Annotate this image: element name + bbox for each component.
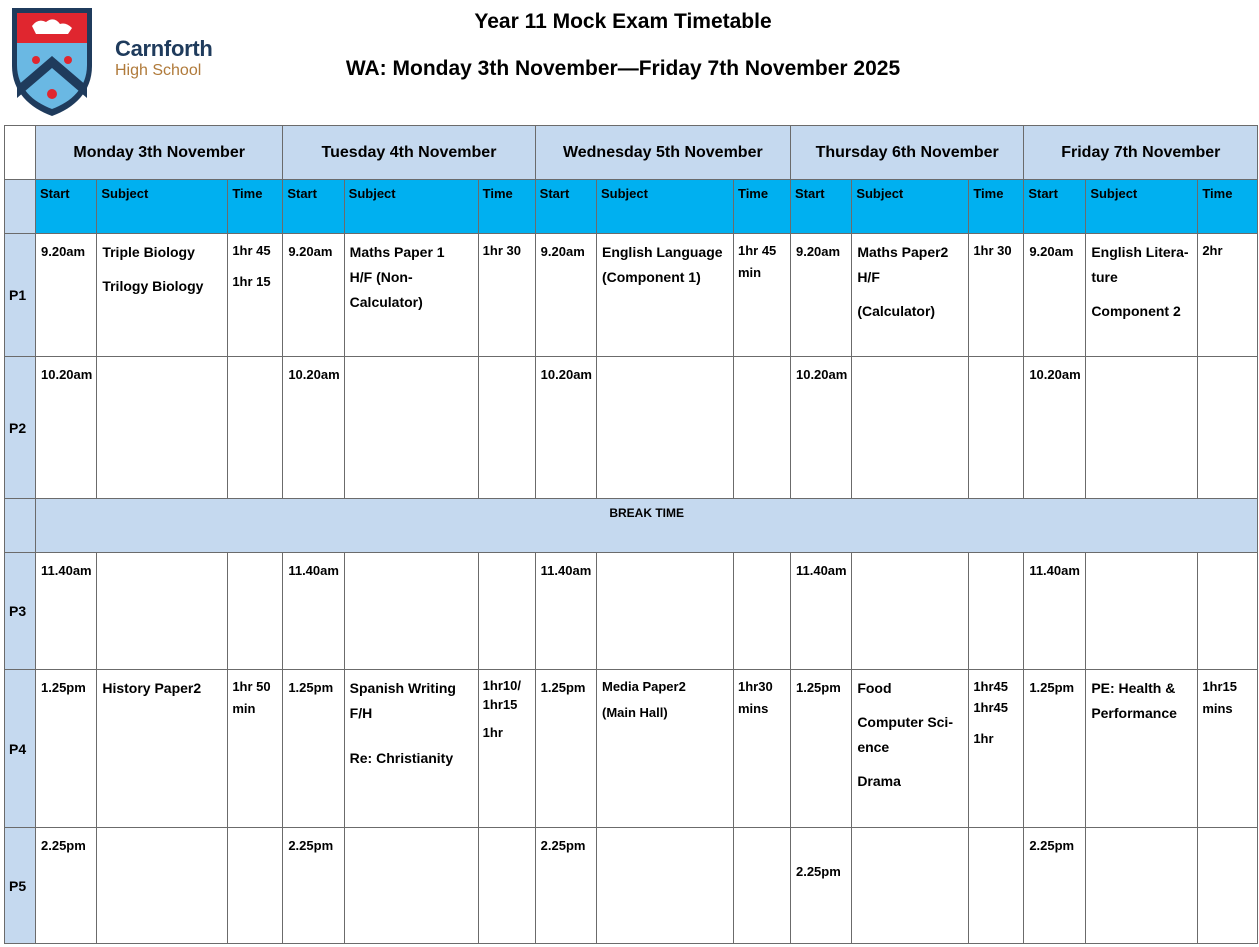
break-time-label: BREAK TIME <box>36 499 1258 553</box>
page-subtitle: WA: Monday 3th November—Friday 7th November 2025 <box>345 57 901 80</box>
duration-cell <box>478 234 535 357</box>
subject-cell <box>344 357 478 499</box>
subject-line: (Main Hall) <box>601 705 668 720</box>
subject-line: Component 2 <box>1091 303 1181 319</box>
col-time: Time <box>1198 180 1258 234</box>
school-crest-logo <box>8 4 96 118</box>
subject-line: Maths Paper2 <box>857 244 949 260</box>
day-header-row <box>5 126 1258 180</box>
col-time: Time <box>228 180 283 234</box>
duration-cell <box>969 553 1024 670</box>
duration-line: 1hr30 <box>737 679 773 694</box>
start-time: 11.40am <box>36 553 97 670</box>
duration-line: 1hr45 <box>973 679 1009 694</box>
subject-cell <box>1086 357 1198 499</box>
duration-cell <box>228 828 283 944</box>
start-time: 11.40am <box>283 553 344 670</box>
start-time: 2.25pm <box>790 828 851 944</box>
day-header-friday: Friday 7th November <box>1024 126 1258 180</box>
duration-line: 1hr 15 <box>232 274 271 289</box>
day-header-monday: Monday 3th November <box>36 126 283 180</box>
subject-cell <box>1086 234 1198 357</box>
start-time: 11.40am <box>790 553 851 670</box>
start-time: 10.20am <box>1024 357 1086 499</box>
day-header-thursday: Thursday 6th November <box>790 126 1023 180</box>
start-time: 1.25pm <box>535 670 596 828</box>
page-title: Year 11 Mock Exam Timetable <box>474 10 772 33</box>
start-time: 2.25pm <box>1024 828 1086 944</box>
subject-line: Computer Sci- <box>857 714 953 730</box>
day-header-tuesday: Tuesday 4th November <box>283 126 535 180</box>
duration-cell <box>478 670 535 828</box>
subject-cell <box>596 828 733 944</box>
start-time: 9.20am <box>790 234 851 357</box>
start-time: 10.20am <box>36 357 97 499</box>
col-start: Start <box>790 180 851 234</box>
duration-cell <box>1198 553 1258 670</box>
subject-cell <box>596 357 733 499</box>
subject-line: Calculator) <box>349 294 423 310</box>
col-subject: Subject <box>596 180 733 234</box>
duration-cell <box>478 553 535 670</box>
subject-cell <box>97 553 228 670</box>
col-subject: Subject <box>344 180 478 234</box>
col-start: Start <box>535 180 596 234</box>
duration-cell <box>228 670 283 828</box>
duration-cell <box>733 234 790 357</box>
start-time: 9.20am <box>1024 234 1086 357</box>
start-time: 1.25pm <box>36 670 97 828</box>
subject-line: English Litera- <box>1091 244 1189 260</box>
start-time: 1.25pm <box>283 670 344 828</box>
duration-cell <box>733 828 790 944</box>
subject-cell <box>852 234 969 357</box>
start-time: 10.20am <box>535 357 596 499</box>
duration-cell <box>1198 234 1258 357</box>
duration-cell <box>733 670 790 828</box>
subject-cell <box>852 553 969 670</box>
duration-line: 1hr15 <box>1202 679 1238 694</box>
duration-cell <box>969 670 1024 828</box>
subject-line: H/F <box>857 269 880 285</box>
duration-cell <box>969 357 1024 499</box>
col-subject: Subject <box>1086 180 1198 234</box>
subject-cell <box>852 357 969 499</box>
start-time: 11.40am <box>535 553 596 670</box>
duration-cell <box>733 553 790 670</box>
period-label: P2 <box>5 357 36 499</box>
duration-line: 1hr <box>973 731 994 746</box>
break-row <box>5 499 1258 553</box>
duration-line: mins <box>737 701 769 716</box>
col-time: Time <box>969 180 1024 234</box>
period-row-p1 <box>5 234 1258 357</box>
subject-line: Performance <box>1091 705 1177 721</box>
duration-line: 1hr 45 <box>232 243 271 258</box>
subject-cell <box>852 670 969 828</box>
period-row-p2 <box>5 357 1258 499</box>
subject-line: Re: Christianity <box>349 750 454 766</box>
subject-line: (Calculator) <box>857 303 936 319</box>
column-header-row <box>5 180 1258 234</box>
duration-cell <box>478 357 535 499</box>
start-time: 9.20am <box>283 234 344 357</box>
period-label: P5 <box>5 828 36 944</box>
subject-line: English Language <box>601 244 723 260</box>
subject-cell <box>97 828 228 944</box>
start-time: 10.20am <box>283 357 344 499</box>
subject-line: F/H <box>349 705 373 721</box>
subject-cell <box>97 670 228 828</box>
subject-line: H/F (Non- <box>349 269 413 285</box>
subject-cell <box>1086 553 1198 670</box>
duration-cell <box>1198 828 1258 944</box>
duration-cell <box>228 357 283 499</box>
subject-line: Drama <box>857 773 901 789</box>
subject-line: (Component 1) <box>601 269 701 285</box>
subject-line: Media Paper2 <box>601 679 686 694</box>
duration-cell <box>1198 357 1258 499</box>
subject-cell <box>596 670 733 828</box>
subject-cell <box>344 553 478 670</box>
day-header-wednesday: Wednesday 5th November <box>535 126 790 180</box>
col-start: Start <box>1024 180 1086 234</box>
subject-cell <box>852 828 969 944</box>
period-label: P3 <box>5 553 36 670</box>
duration-line: 1hr15 <box>482 697 518 712</box>
start-time: 9.20am <box>36 234 97 357</box>
subject-line: Food <box>857 680 892 696</box>
start-time: 9.20am <box>535 234 596 357</box>
start-time: 10.20am <box>790 357 851 499</box>
col-time: Time <box>478 180 535 234</box>
period-row-p3 <box>5 553 1258 670</box>
subject-line: Spanish Writing <box>349 680 456 696</box>
subject-cell <box>596 234 733 357</box>
col-time: Time <box>733 180 790 234</box>
school-name: Carnforth <box>115 36 213 61</box>
subject-line: Triple Biology <box>102 244 195 260</box>
start-time: 1.25pm <box>1024 670 1086 828</box>
subject-cell <box>596 553 733 670</box>
corner-cell <box>5 180 36 234</box>
duration-line: 1hr45 <box>973 700 1009 715</box>
subject-cell <box>1086 670 1198 828</box>
duration-cell <box>969 828 1024 944</box>
duration-line: 1hr 45 <box>737 243 777 258</box>
subject-cell <box>344 828 478 944</box>
start-time: 2.25pm <box>36 828 97 944</box>
period-label: P4 <box>5 670 36 828</box>
period-row-p4 <box>5 670 1258 828</box>
duration-line: mins <box>1202 701 1233 716</box>
col-subject: Subject <box>852 180 969 234</box>
subject-line: ence <box>857 739 890 755</box>
subject-line: Maths Paper 1 <box>349 244 445 260</box>
col-subject: Subject <box>97 180 228 234</box>
school-subtitle: High School <box>115 62 202 79</box>
col-start: Start <box>283 180 344 234</box>
start-time: 1.25pm <box>790 670 851 828</box>
subject-line: Trilogy Biology <box>102 278 204 294</box>
duration-cell <box>228 234 283 357</box>
duration-cell <box>969 234 1024 357</box>
subject-cell <box>1086 828 1198 944</box>
duration-cell <box>1198 670 1258 828</box>
subject-cell <box>344 234 478 357</box>
period-row-p5 <box>5 828 1258 944</box>
break-label-cell <box>5 499 36 553</box>
subject-cell <box>97 357 228 499</box>
duration-line: 1hr 30 <box>973 243 1012 258</box>
subject-line: History Paper2 <box>102 680 202 696</box>
duration-line: min <box>232 701 256 716</box>
duration-line: 1hr <box>482 725 503 740</box>
start-time: 11.40am <box>1024 553 1086 670</box>
subject-cell <box>344 670 478 828</box>
col-start: Start <box>36 180 97 234</box>
period-label: P1 <box>5 234 36 357</box>
subject-line: ture <box>1091 269 1118 285</box>
duration-cell <box>733 357 790 499</box>
subject-line: PE: Health & <box>1091 680 1176 696</box>
duration-cell <box>228 553 283 670</box>
corner-cell <box>5 126 36 180</box>
duration-line: 2hr <box>1202 243 1223 258</box>
duration-line: 1hr 50 <box>232 679 271 694</box>
duration-line: 1hr10/ <box>482 678 521 693</box>
duration-line: min <box>737 265 762 280</box>
duration-line: 1hr 30 <box>482 243 521 258</box>
duration-cell <box>478 828 535 944</box>
start-time: 2.25pm <box>283 828 344 944</box>
start-time: 2.25pm <box>535 828 596 944</box>
exam-timetable <box>4 125 1258 944</box>
subject-cell <box>97 234 228 357</box>
